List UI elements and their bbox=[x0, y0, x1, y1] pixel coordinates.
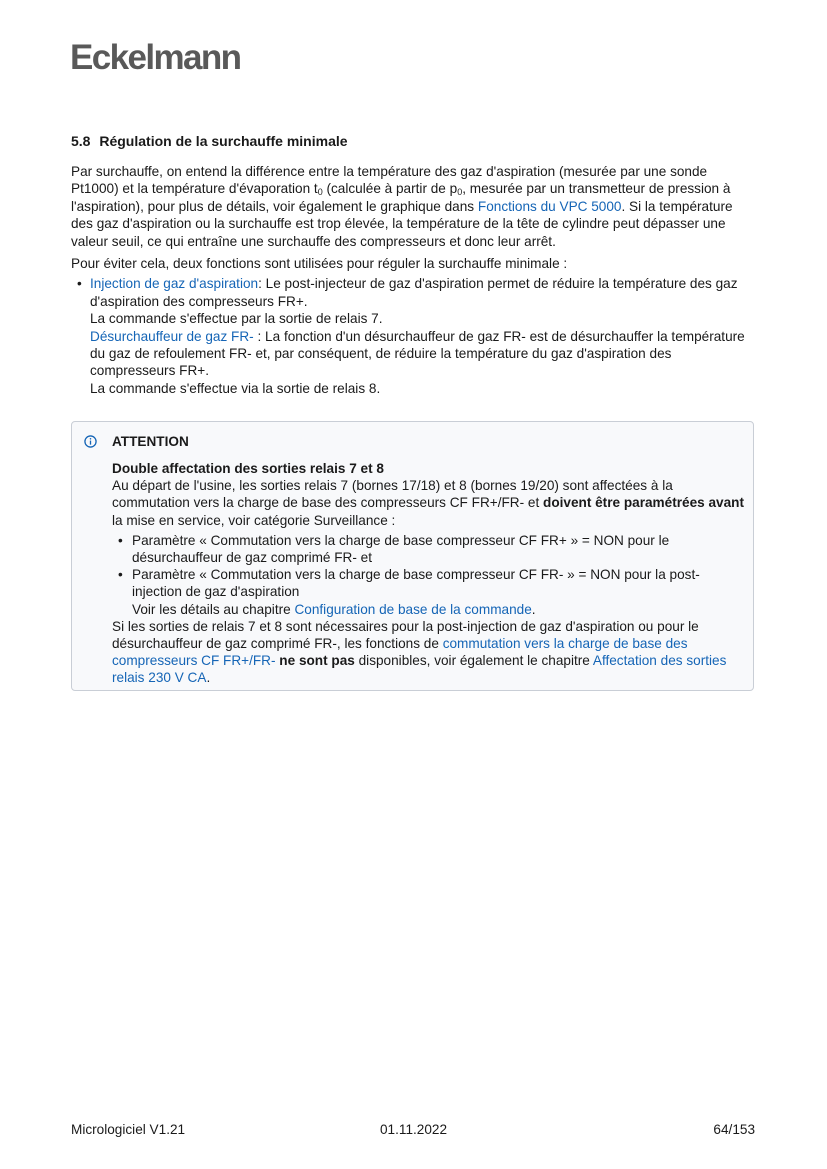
callout-paragraph-1 bbox=[112, 477, 744, 529]
callout-paragraph-2 bbox=[112, 618, 744, 687]
link-fonctions-vpc[interactable]: Fonctions du VPC 5000 bbox=[477, 198, 622, 214]
intro-text-4: . Si la température des gaz d'aspiration ou la surchauffe est trop élevée, la température de la tête de cylindre peut dépasser une valeur seuil, ce qui entraîne une surchauffe des compresseurs et donc leur arrêt. bbox=[71, 198, 733, 249]
brand-logo: Eckelmann bbox=[70, 38, 241, 77]
callout-p2-text-b: disponibles, voir également le chapitre bbox=[354, 653, 593, 669]
callout-see-prefix: Voir les détails au chapitre bbox=[132, 601, 295, 617]
callout-p2-bold: ne sont pas bbox=[275, 653, 355, 669]
intro-text-2: (calculée à partir de p bbox=[322, 181, 458, 197]
main-content bbox=[71, 133, 757, 397]
callout-p1-text-b: la mise en service, voir catégorie Surveillance : bbox=[112, 512, 396, 528]
footer-firmware: Micrologiciel V1.21 bbox=[71, 1122, 186, 1137]
callout-heading: Double affectation des sorties relais 7 et 8 bbox=[112, 461, 384, 476]
callout-body bbox=[112, 460, 744, 687]
info-circle-icon bbox=[84, 435, 97, 448]
link-injection-gaz[interactable]: Injection de gaz d'aspiration bbox=[90, 276, 259, 292]
intro-sub-2: 0 bbox=[457, 187, 463, 198]
callout-item-2-text: • Paramètre « Commutation vers la charge de base compresseur CF FR- » = NON pour la post-injection de gaz d'aspiration bbox=[132, 567, 700, 600]
section-number: 5.8 bbox=[71, 133, 91, 149]
callout-see-line bbox=[132, 601, 744, 618]
callout-p2-text-c: . bbox=[206, 670, 211, 686]
function-1-line bbox=[90, 275, 757, 310]
intro-text-1: Par surchauffe, on entend la différence entre la température des gaz d'aspiration (mesurée par une sonde Pt1000) et la température d'évaporation t bbox=[71, 164, 708, 197]
callout-p1-bold: doivent être paramétrées avant bbox=[543, 495, 744, 511]
link-desurchauffeur[interactable]: Désurchauffeur de gaz FR- bbox=[90, 328, 254, 344]
function-2-line bbox=[90, 328, 757, 380]
callout-list bbox=[112, 532, 744, 618]
function-2-command: La commande s'effectue via la sortie de relais 8. bbox=[90, 380, 381, 396]
attention-callout bbox=[71, 421, 754, 691]
list-item bbox=[71, 275, 757, 397]
footer-date: 01.11.2022 bbox=[380, 1122, 448, 1137]
intro-text-3: , mesurée par un transmetteur de pression à l'aspiration), pour plus de détails, voir également le graphique dans bbox=[71, 181, 731, 214]
function-1-text: : Le post-injecteur de gaz d'aspiration permet de réduire la température des gaz d'aspiration des compresseurs FR+. bbox=[90, 276, 738, 309]
section-title: Régulation de la surchauffe minimale bbox=[99, 133, 348, 149]
link-affectation-sorties[interactable]: Affectation des sorties relais 230 V CA bbox=[112, 653, 727, 686]
callout-p2-text-a: Si les sorties de relais 7 et 8 sont nécessaires pour la post-injection de gaz d'aspiration ou pour le désurchauffeur de gaz comprimé FR-, les fonctions de bbox=[112, 618, 699, 652]
intro-sub-1: 0 bbox=[317, 187, 323, 198]
list-item bbox=[112, 566, 744, 618]
callout-title: ATTENTION bbox=[112, 434, 189, 449]
footer-page-number: 64/153 bbox=[713, 1122, 755, 1137]
function-1-command: La commande s'effectue par la sortie de relais 7. bbox=[90, 311, 383, 327]
functions-intro: Pour éviter cela, deux fonctions sont utilisées pour réguler la surchauffe minimale : bbox=[71, 256, 568, 272]
list-item: • Paramètre « Commutation vers la charge de base compresseur CF FR+ » = NON pour le désurchauffeur de gaz comprimé FR- et bbox=[112, 532, 744, 566]
section-heading bbox=[71, 133, 757, 149]
function-2-text: : La fonction d'un désurchauffeur de gaz FR- est de désurchauffer la température du gaz de refoulement FR- et, par conséquent, de réduire la température du gaz d'aspiration des compresseurs FR+. bbox=[90, 328, 745, 379]
link-configuration-base[interactable]: Configuration de base de la commande bbox=[294, 601, 532, 617]
functions-list bbox=[71, 275, 757, 397]
link-commutation-charge[interactable]: commutation vers la charge de base des compresseurs CF FR+/FR- bbox=[112, 636, 688, 669]
intro-paragraph bbox=[71, 163, 757, 250]
callout-see-suffix: . bbox=[531, 601, 536, 617]
callout-p1-text-a: Au départ de l'usine, les sorties relais 7 (bornes 17/18) et 8 (bornes 19/20) sont affectées à la commutation vers la charge de base des compresseurs CF FR+/FR- et bbox=[112, 478, 673, 511]
